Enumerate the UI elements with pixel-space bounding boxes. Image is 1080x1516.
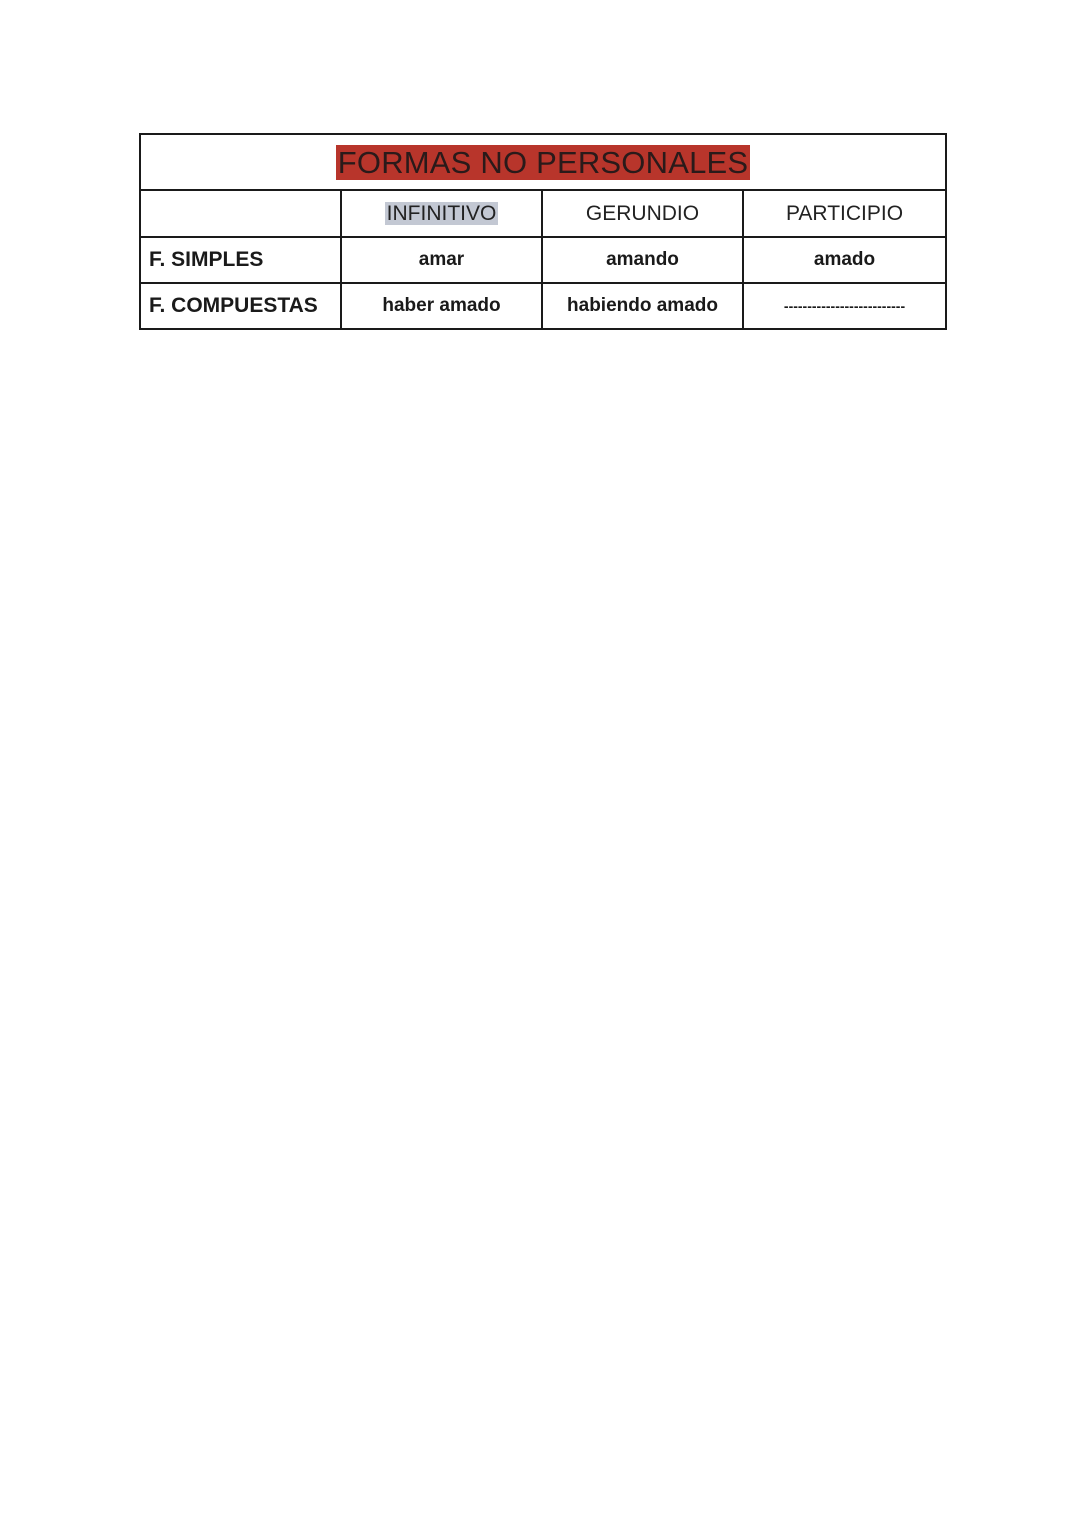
header-infinitivo — [341, 190, 542, 237]
table-header-row — [140, 190, 946, 237]
cell-gerundio-compuesta: habiendo amado — [542, 283, 743, 329]
cell-participio-compuesta — [743, 283, 946, 329]
header-participio: PARTICIPIO — [743, 190, 946, 237]
table-title: FORMAS NO PERSONALES — [337, 144, 749, 180]
cell-infinitivo-simple: amar — [341, 237, 542, 283]
cell-participio-simple: amado — [743, 237, 946, 283]
row-label-compuestas: F. COMPUESTAS — [140, 283, 341, 329]
table-title-row — [140, 134, 946, 190]
verb-forms-table — [139, 133, 947, 330]
row-label-simples: F. SIMPLES — [140, 237, 341, 283]
table-title-cell — [140, 134, 946, 190]
table-row — [140, 283, 946, 329]
cell-infinitivo-compuesta: haber amado — [341, 283, 542, 329]
participio-compuesta-dashes: -------------------------- — [783, 298, 906, 314]
header-gerundio: GERUNDIO — [542, 190, 743, 237]
table-row — [140, 237, 946, 283]
header-infinitivo-label: INFINITIVO — [386, 201, 497, 225]
header-empty-cell — [140, 190, 341, 237]
cell-gerundio-simple: amando — [542, 237, 743, 283]
